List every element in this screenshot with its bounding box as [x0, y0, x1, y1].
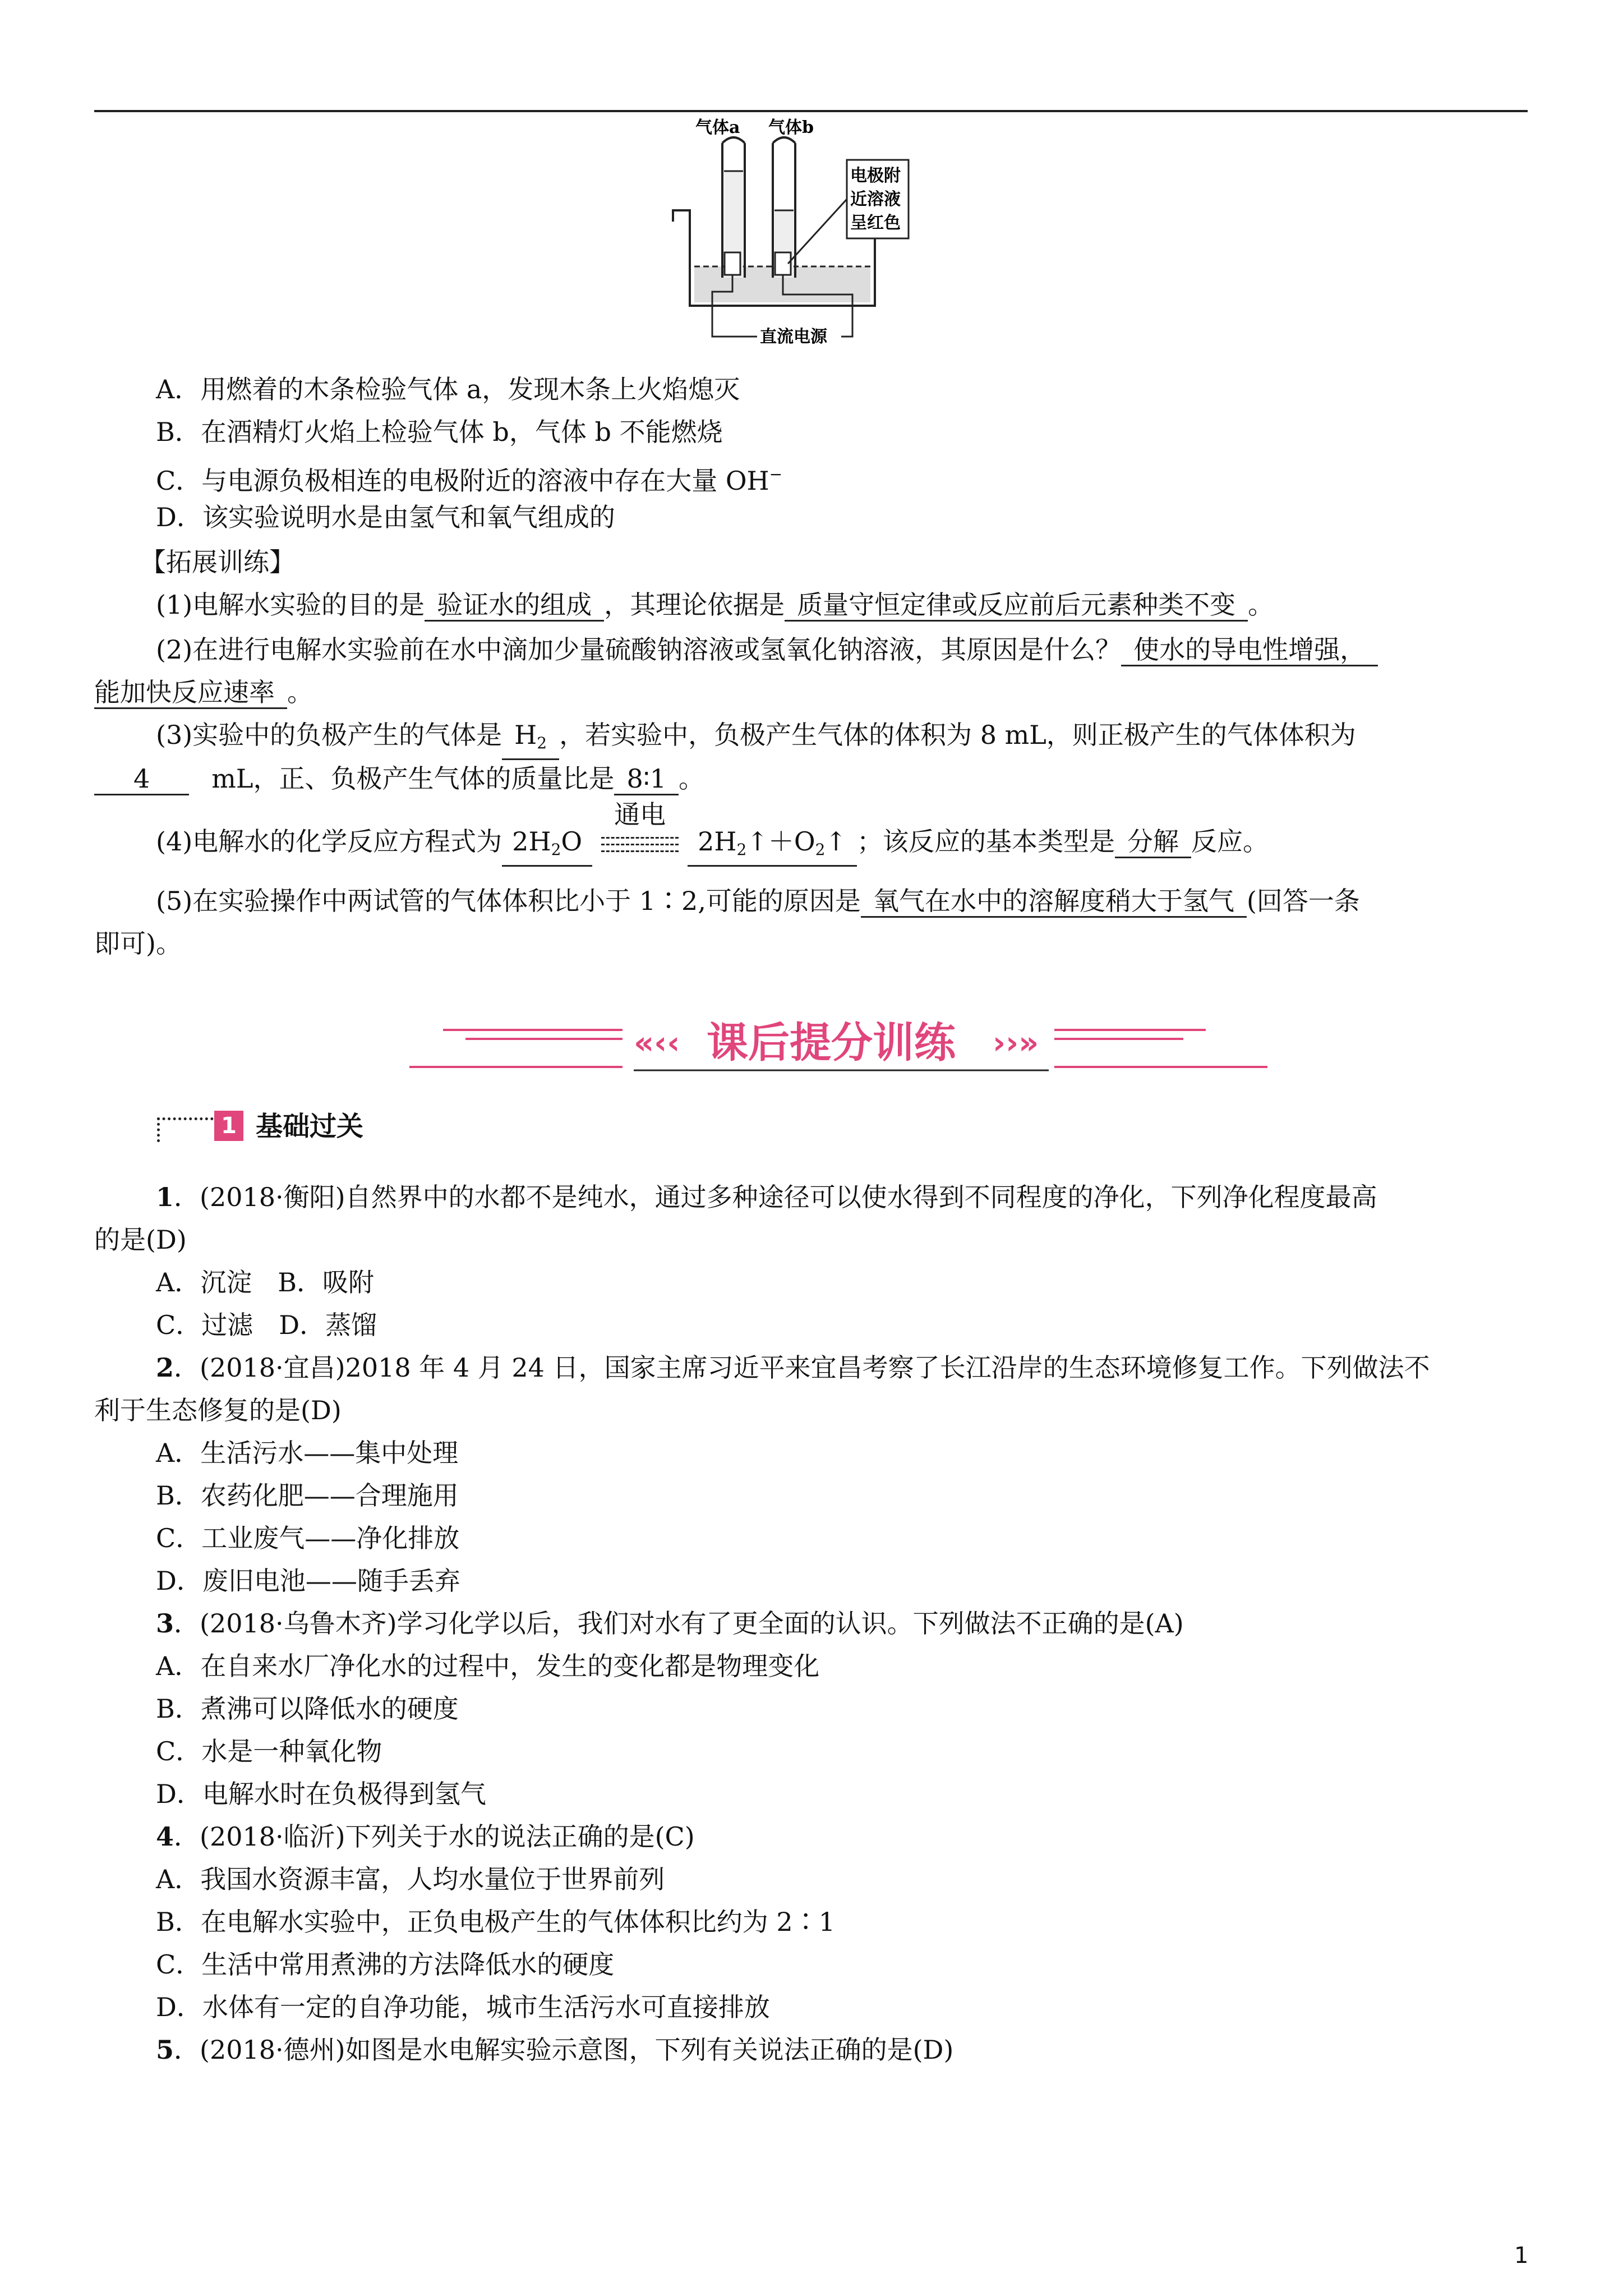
- answer-blank: $2H_2O$: [502, 826, 592, 867]
- question-2-option-b: B．农药化肥——合理施用: [156, 1480, 459, 1511]
- answer-blank: 能加快反应速率: [94, 677, 287, 709]
- question-3-option-b: B．煮沸可以降低水的硬度: [156, 1694, 459, 1724]
- question-3-option-c: C．水是一种氧化物: [156, 1736, 382, 1766]
- prev-option-c: C．与电源负极相连的电极附近的溶液中存在大量 OH−: [156, 465, 783, 496]
- answer-blank: 验证水的组成: [425, 590, 604, 622]
- subsection-number: 1: [214, 1111, 243, 1141]
- question-2-option-d: D．废旧电池——随手丢弃: [156, 1566, 460, 1596]
- prev-option-b: B．在酒精灯火焰上检验气体 b，气体 b 不能燃烧: [156, 417, 723, 447]
- extension-q1: (1)电解水实验的目的是 验证水的组成 ，其理论依据是 质量守恒定律或反应前后元素种类不变 。: [156, 588, 1274, 622]
- page-number: 1: [1514, 2243, 1529, 2269]
- question-2-option-c: C．工业废气——净化排放: [156, 1523, 460, 1553]
- answer-blank: 分解: [1115, 826, 1191, 858]
- question-4-option-d: D．水体有一定的自净功能，城市生活污水可直接排放: [156, 1992, 770, 2022]
- question-1-cont: 的是(D): [94, 1225, 187, 1255]
- banner-left-chevrons: «‹‹: [634, 1025, 680, 1061]
- section-banner: [409, 1015, 1267, 1077]
- extension-q2: (2)在进行电解水实验前在水中滴加少量硫酸钠溶液或氢氧化钠溶液，其原因是什么？ 使水的导电性增强，: [156, 633, 1378, 666]
- question-4-option-b: B．在电解水实验中，正负电极产生的气体体积比约为 2∶1: [156, 1907, 835, 1937]
- callout-line-3: 呈红色: [850, 213, 901, 233]
- reaction-condition: 通电: [592, 825, 688, 858]
- extension-q3-cont: 4 mL，正、负极产生气体的质量比是 8∶1 。: [94, 762, 704, 795]
- answer-blank: $H_2$: [502, 720, 559, 760]
- callout-line-2: 近溶液: [850, 190, 901, 209]
- subsection-title: 基础过关: [256, 1111, 364, 1142]
- answer-blank: 4: [94, 763, 189, 795]
- callout-line-1: 电极附: [850, 166, 901, 186]
- question-1-option-cd: C．过滤 D．蒸馏: [156, 1310, 377, 1340]
- banner-right-chevrons: ››»: [993, 1025, 1039, 1061]
- extension-q5-cont: 即可)。: [94, 928, 182, 959]
- top-rule: [94, 110, 1528, 112]
- answer-blank: 使水的导电性增强，: [1121, 634, 1378, 666]
- answer-blank: $2H_2↑+O_2↑$: [688, 826, 857, 867]
- extension-q2-cont: 能加快反应速率 。: [94, 675, 313, 709]
- prev-option-a: A．用燃着的木条检验气体 a，发现木条上火焰熄灭: [156, 374, 740, 404]
- power-label: 直流电源: [760, 327, 827, 347]
- extension-q5: (5)在实验操作中两试管的气体体积比小于 1∶2,可能的原因是 氧气在水中的溶解度稍大于氢气 (回答一条: [156, 884, 1360, 918]
- electrolysis-figure: [662, 115, 976, 356]
- question-4-option-c: C．生活中常用煮沸的方法降低水的硬度: [156, 1949, 615, 1980]
- answer-blank: 8∶1: [614, 763, 679, 795]
- question-2-option-a: A．生活污水——集中处理: [156, 1438, 459, 1468]
- question-2-cont: 利于生态修复的是(D): [94, 1395, 342, 1425]
- dotted-corner: [157, 1117, 219, 1120]
- question-4-option-a: A．我国水资源丰富，人均水量位于世界前列: [156, 1864, 665, 1894]
- extension-q3: (3)实验中的负极产生的气体是 $H_2$ ，若实验中，负极产生气体的体积为 8 mL，则正极产生的气体体积为: [156, 718, 1356, 760]
- prev-option-d: D．该实验说明水是由氢气和氧气组成的: [156, 502, 615, 532]
- question-2: 2．(2018·宜昌)2018 年 4 月 24 日，国家主席习近平来宜昌考察了长江沿岸的生态环境修复工作。下列做法不: [156, 1352, 1430, 1383]
- question-1: 1．(2018·衡阳)自然界中的水都不是纯水，通过多种途径可以使水得到不同程度的净化，下列净化程度最高: [156, 1182, 1377, 1212]
- question-4: 4．(2018·临沂)下列关于水的说法正确的是(C): [156, 1821, 695, 1852]
- question-3: 3．(2018·乌鲁木齐)学习化学以后，我们对水有了更全面的认识。下列做法不正确的是(A): [156, 1608, 1184, 1639]
- question-1-option-ab: A．沉淀 B．吸附: [156, 1267, 375, 1297]
- question-3-option-a: A．在自来水厂净化水的过程中，发生的变化都是物理变化: [156, 1651, 820, 1681]
- answer-blank: 氧气在水中的溶解度稍大于氢气: [861, 886, 1247, 918]
- gas-b-label: 气体b: [768, 118, 814, 137]
- dotted-corner-vertical: [157, 1117, 160, 1142]
- extension-title: 【拓展训练】: [140, 547, 295, 577]
- answer-blank: 质量守恒定律或反应前后元素种类不变: [785, 590, 1248, 622]
- gas-a-label: 气体a: [695, 118, 740, 137]
- question-5: 5．(2018·德州)如图是水电解实验示意图，下列有关说法正确的是(D): [156, 2035, 954, 2065]
- extension-q4: (4)电解水的化学反应方程式为 $2H_2O$ 通电 $2H_2↑+O_2↑$ ；该反应的基本类型是 分解 反应。: [156, 825, 1269, 867]
- question-3-option-d: D．电解水时在负极得到氢气: [156, 1779, 486, 1809]
- banner-title: 课后提分训练: [707, 1019, 956, 1067]
